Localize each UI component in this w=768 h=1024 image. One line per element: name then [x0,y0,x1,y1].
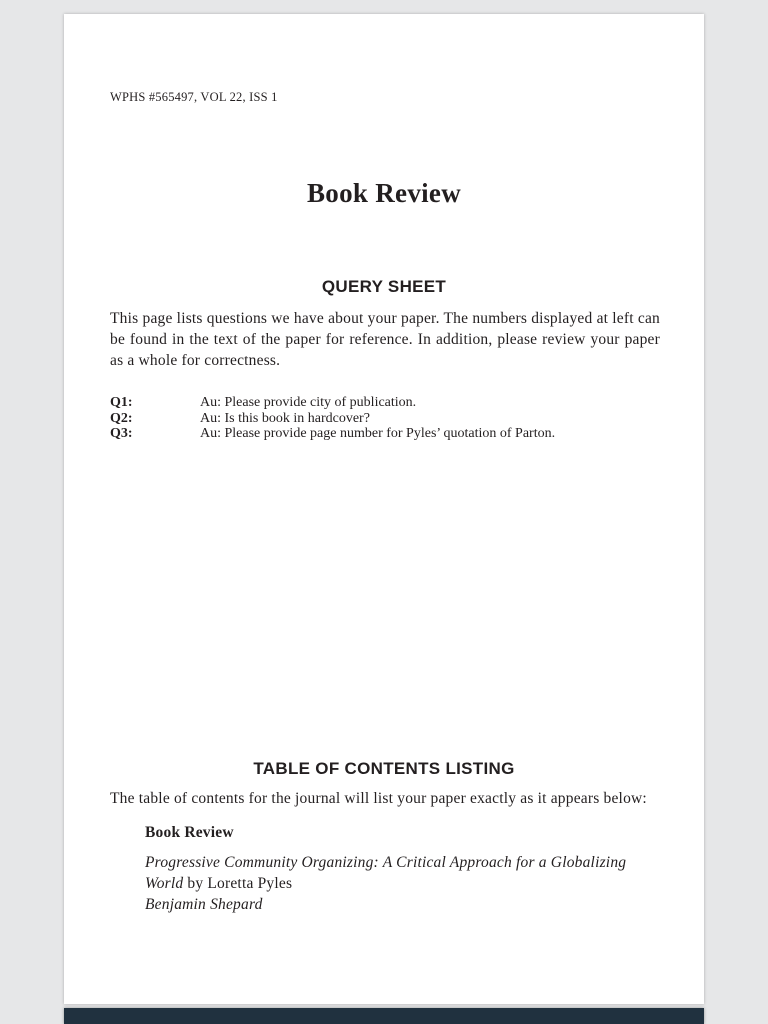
query-text: Au: Please provide city of publication. [200,395,417,410]
document-title: Book Review [306,178,462,208]
query-list [110,395,670,442]
manuscript-id-header: WPHS #565497, VOL 22, ISS 1 [110,90,278,104]
query-label: Q1: [110,395,133,410]
query-text: Au: Please provide page number for Pyles’ quotation of Parton. [200,426,556,441]
query-label: Q2: [110,410,133,426]
toc-work-line [145,852,650,894]
toc-section-title: Book Review [145,824,234,841]
toc-author: Benjamin Shepard [145,896,263,913]
next-page-edge [64,1008,704,1024]
query-row [110,395,670,411]
toc-listing-intro: The table of contents for the journal will list your paper exactly as it appears below: [110,790,647,807]
toc-work-title: Progressive Community Organizing: A Critical Approach for a Globalizing World [145,854,627,892]
toc-entry [145,822,650,915]
toc-listing-heading: TABLE OF CONTENTS LISTING [253,759,515,778]
query-sheet-intro: This page lists questions we have about your paper. The numbers displayed at left can be found in the text of the paper for reference. In addition, please review your paper as a whole for correctness. [110,310,660,369]
query-label: Q3: [110,426,133,441]
query-row [110,426,670,442]
document-page [64,14,704,1004]
query-sheet-heading: QUERY SHEET [321,277,447,296]
query-text: Au: Is this book in hardcover? [200,410,370,426]
query-row [110,411,670,427]
toc-work-byline: by Loretta Pyles [183,875,293,892]
